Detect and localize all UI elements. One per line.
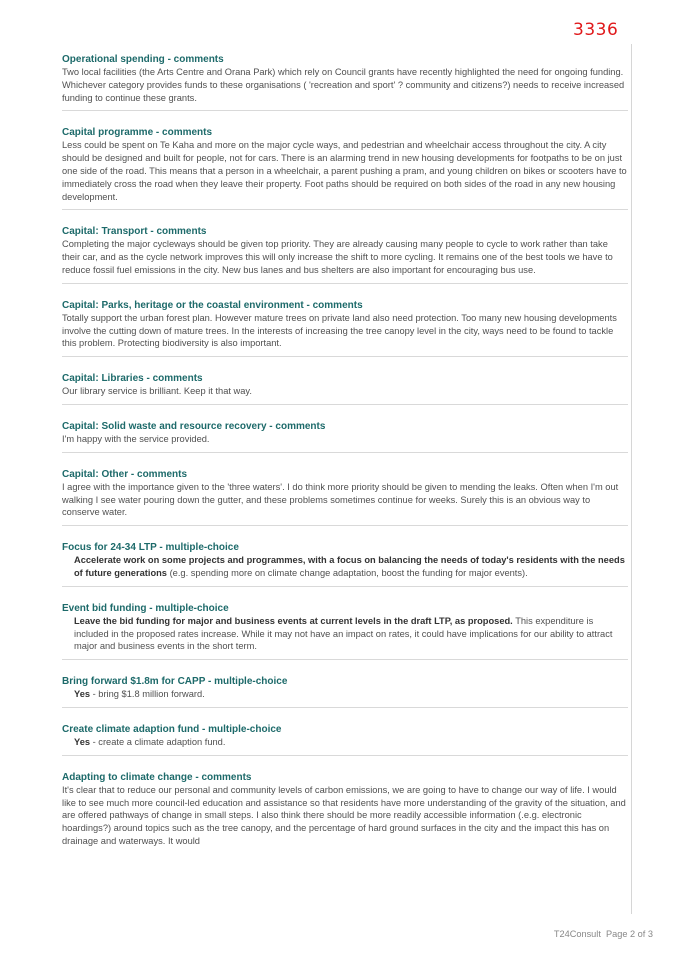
section-event-bid-funding [62,602,628,660]
section-title: Capital programme - comments [62,127,213,139]
section-capp [62,675,628,708]
choice-description: - bring $1.8 million forward. [90,689,205,700]
section-capital-programme [62,126,628,210]
section-title: Capital: Parks, heritage or the coastal environment - comments [62,299,363,311]
section-title: Create climate adaption fund - multiple-choice [62,723,282,735]
section-climate-adaptation [62,771,628,854]
right-margin-rule [631,44,632,914]
submission-content [62,53,628,869]
page-footer [554,929,653,939]
choice-description: (e.g. spending more on climate change adaptation, boost the funding for major events). [166,567,528,578]
section-body: Less could be spent on Te Kaha and more on the major cycle ways, and pedestrian and wheelchair access throughout the city. A city should be designed and built for people, not for cars. There is an alarming trend in new housing developments for footpaths to be on just one side of the road. This means that a person in a wheelchair, a parent pushing a pram, and young children on bikes or scooters have to immediately cross the road when they leave their property. Foot paths should be required on both sides of the road in any new housing development. [62,140,627,202]
footer-brand: T24Consult [553,929,601,939]
selected-choice [62,615,628,653]
section-title: Capital: Transport - comments [62,226,207,238]
section-focus-ltp [62,541,628,587]
section-title: Capital: Other - comments [62,468,188,480]
selected-choice [62,688,628,701]
section-body: I'm happy with the service provided. [62,433,210,444]
section-body: It's clear that to reduce our personal and community levels of carbon emissions, we are going to have to change our way of life. I would like to see much more council-led education and assistance so that residents have more understanding of the gravity of the situation, and are offered pathways of change in small steps. I also think there should be more readily accessible information (.e.g. electronic hoardings?) around topics such as the tree canopy, and the percentage of hard ground surfaces in the city and the impact this has on drainage and waterways. It would [62,784,626,846]
section-title: Capital: Libraries - comments [62,373,203,385]
choice-label: Leave the bid funding for major and business events at current levels in the draft LTP, as proposed. [74,615,513,626]
section-title: Adapting to climate change - comments [62,771,252,783]
footer-page-label: Page 2 of 3 [606,929,653,939]
section-capital-transport [62,225,628,283]
section-capital-libraries [62,372,628,405]
page-number: 3336 [573,20,619,40]
section-climate-fund [62,723,628,756]
section-title: Operational spending - comments [62,54,224,65]
section-body: Our library service is brilliant. Keep it that way. [62,386,252,397]
choice-label: Accelerate work on some projects and programmes, with a focus on balancing the needs of today's residents with the needs of future generations [74,555,625,578]
section-title: Focus for 24-34 LTP - multiple-choice [62,542,239,554]
section-title: Event bid funding - multiple-choice [62,602,229,614]
selected-choice [62,736,628,749]
choice-label: Yes [74,736,91,747]
section-capital-solid-waste [62,420,628,453]
section-title: Bring forward $1.8m for CAPP - multiple-choice [62,676,288,688]
section-body: Two local facilities (the Arts Centre and Orana Park) which rely on Council grants have recently highlighted the need for ongoing funding. Whichever category provides funds to these organisations ( 'recreation and sport' ? community and citizens?) needs to receive increased funding to continue these grants. [62,67,625,103]
section-title: Capital: Solid waste and resource recovery - comments [62,420,326,432]
section-body: Totally support the urban forest plan. However mature trees on private land also need protection. Too many new housing developments involve the cutting down of mature trees. In the interests of increasing the tree canopy level in the city, ways need to be found to tackle this problem. Protecting biodiversity is also important. [62,312,617,349]
choice-description: This expenditure is included in the proposed rates increase. While it may not have an impact on rates, it could have implications for our ability to attract major and business events in the short term. [74,615,613,652]
section-operational-spending [62,53,628,111]
section-capital-parks [62,299,628,357]
section-capital-other [62,468,628,526]
section-body: Completing the major cycleways should be given top priority. They are already causing many people to cycle to work rather than take their car, and as the cycle network improves this will only increase the shift to more cycling. It remains one of the best tools we have to reduce fossil fuel emissions in the city. New bus lanes and bus shelters are also important for encouraging bus use. [62,239,613,275]
section-body: I agree with the importance given to the 'three waters'. I do think more priority should be given to mending the leaks. Often when I'm out walking I see water pouring down the gutter, and these problems sometimes continue for weeks. Surely this is an obvious way to conserve water. [62,481,619,518]
choice-label: Yes [74,689,91,700]
selected-choice [62,554,628,580]
choice-description: - create a climate adaption fund. [90,736,226,747]
